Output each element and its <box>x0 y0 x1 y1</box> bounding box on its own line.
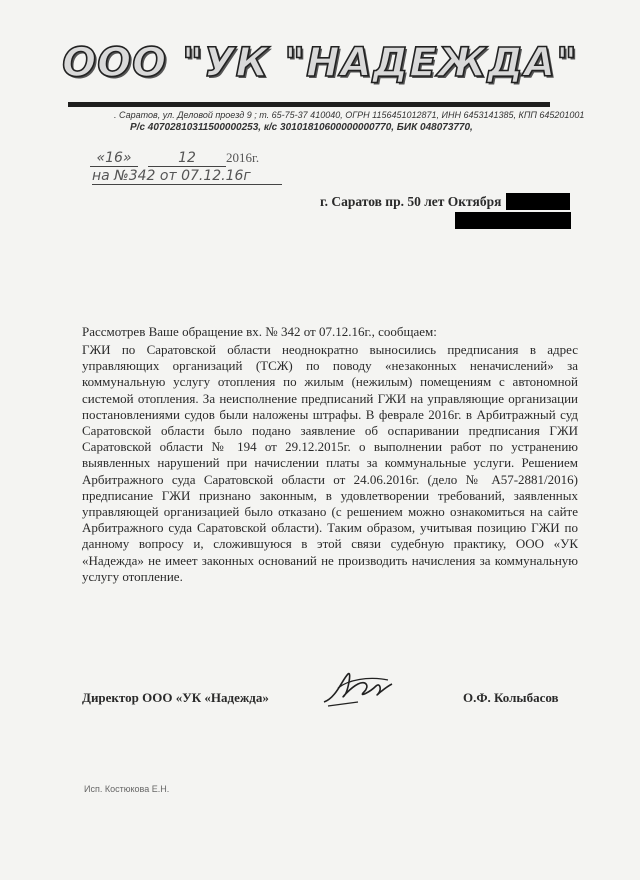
handwritten-signature <box>318 662 398 712</box>
addressee-address: г. Саратов пр. 50 лет Октября <box>320 194 502 209</box>
signatory-name: О.Ф. Колыбасов <box>463 690 559 705</box>
incoming-reference: на №342 от 07.12.16г <box>92 168 282 185</box>
redaction-block <box>506 193 570 210</box>
executor-note: Исп. Костюкова Е.Н. <box>84 784 170 794</box>
date-year: 2016г. <box>226 150 260 165</box>
company-requisites-line1: . Саратов, ул. Деловой проезд 9 ; т. 65-75-37 410040, ОГРН 1156451012871, ИНН 6453141385, КПП 645201001 <box>114 110 585 120</box>
body-text: ГЖИ по Саратовской области неоднократно выносились предписания в адрес управляющих организаций (ТСЖ) по поводу «незаконных неначислений» за коммунальную услугу отопления по жилым (нежилым) помещениям с автономной системой отопления. За неисполнение предписаний ГЖИ на управляющие организации постановлениями судов были наложены штрафы. В феврале 2016г. в Арбитражный суд Саратовской области было подано заявление об оспаривании предписания ГЖИ Саратовской области № 194 от 29.12.2015г. о выполнении работ по устранению выявленных нарушений при начислении платы за коммунальные услуги. Решением Арбитражного суда Саратовской области от 24.06.2016г. (дело № А57-2881/2016) предписание ГЖИ признано законным, в удовлетворении требований, заявленных управляющей организацией было отказано (с решением можно ознакомиться на сайте Арбитражного суда Саратовской области). Таким образом, учитывая позицию ГЖИ по данному вопросу и, сложившуюся в этой связи судебную практику, ООО «УК «Надежда» не имеет законных оснований не производить начисления за коммунальную услугу отопление. <box>82 342 578 584</box>
letterhead-rule <box>68 102 550 107</box>
signatory-title: Директор ООО «УК «Надежда» <box>82 690 269 705</box>
company-logo: ООО "УК "НАДЕЖДА" <box>62 40 578 86</box>
company-bank-requisites: Р/с 40702810311500000253, к/с 30101810600000000770, БИК 048073770, <box>130 122 473 133</box>
redaction-block <box>455 212 571 229</box>
body-intro: Рассмотрев Ваше обращение вх. № 342 от 07.12.16г., сообщаем: <box>82 324 437 339</box>
date-month: 12 <box>148 150 226 167</box>
date-day: «16» <box>90 150 138 167</box>
letter-date <box>90 150 259 167</box>
